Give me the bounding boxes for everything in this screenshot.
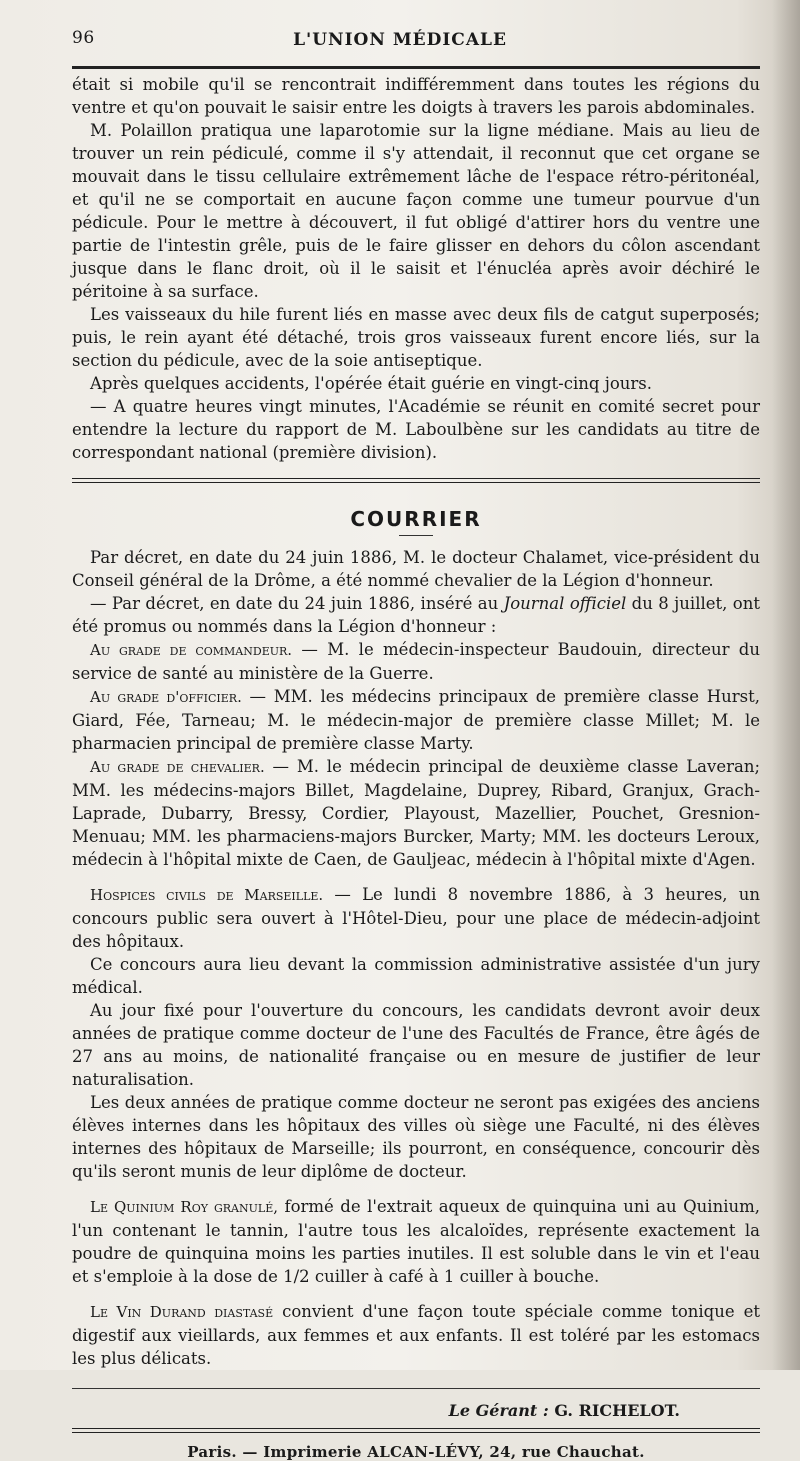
vin-paragraph: Le Vin Durand diastasé convient d'une façon toute spéciale comme tonique et digestif aux vieillards, aux femmes et aux enfants. Il est toléré par les estomacs les plus délicats. [72, 1302, 760, 1368]
quinium-label: Le Quinium Roy granulé, [90, 1198, 278, 1216]
intro-paragraph: Les vaisseaux du hile furent liés en masse avec deux fils de catgut superposés; puis, le rein ayant été détaché, trois gros vaisseaux furent encore liés, sur la section du pédicule, avec de la soie antiseptique. [72, 305, 760, 370]
officier-paragraph: Au grade d'officier. — MM. les médecins principaux de première classe Hurst, Giard, Fée, Tarneau; M. le médecin-major de première classe Millet; M. le pharmacien principal de première classe Marty. [72, 687, 760, 753]
intro-paragraph: Après quelques accidents, l'opérée était guérie en vingt-cinq jours. [90, 374, 652, 393]
officier-label: Au grade d'officier. [90, 688, 242, 706]
courrier-heading-wrap [72, 507, 760, 536]
chevalier-label: Au grade de chevalier. [90, 758, 265, 776]
hospices-paragraph: Hospices civils de Marseille. — Le lundi 8 novembre 1886, à 3 heures, un concours public sera ouvert à l'Hôtel-Dieu, pour une place de médecin-adjoint des hôpitaux. [72, 885, 760, 951]
page-edge-shadow [772, 0, 800, 1370]
hospices-label: Hospices civils de Marseille. [90, 886, 324, 904]
decree-list-intro: — Par décret, en date du 24 juin 1886, inséré au Journal officiel du 8 juillet, ont été promus ou nommés dans la Légion d'honneur : [72, 594, 760, 636]
intro-paragraph: était si mobile qu'il se rencontrait indifféremment dans toutes les régions du ventre et qu'on pouvait le saisir entre les doigts à travers les parois abdominales. [72, 75, 760, 117]
commandeur-paragraph: Au grade de commandeur. — M. le médecin-inspecteur Baudouin, directeur du service de santé au ministère de la Guerre. [72, 640, 760, 683]
quinium-paragraph: Le Quinium Roy granulé, formé de l'extrait aqueux de quinquina uni au Quinium, l'un contenant le tannin, l'autre tous les alcaloïdes, représente exactement la poudre de quinquina moins les parties inutiles. Il est soluble dans le vin et l'eau et s'emploie à la dose de 1/2 cuiller à café à 1 cuiller à bouche. [72, 1197, 761, 1286]
courrier-section [72, 546, 760, 1370]
decree-paragraph: Par décret, en date du 24 juin 1886, M. le docteur Chalamet, vice-président du Conseil général de la Drôme, a été nommé chevalier de la Légion d'honneur. [72, 548, 760, 590]
footer-rule-top [72, 1388, 760, 1389]
concours-paragraph: Ce concours aura lieu devant la commission administrative assistée d'un jury médical. [72, 955, 760, 997]
courrier-title: COURRIER [350, 507, 482, 531]
gerant-signature: Le Gérant : G. RICHELOT. [448, 1401, 680, 1420]
journal-officiel: Journal officiel [503, 594, 627, 613]
chevalier-paragraph: Au grade de chevalier. — M. le médecin principal de deuxième classe Laveran; MM. les médecins-majors Billet, Magdelaine, Duprey, Ribard, Granjux, Grach-Laprade, Dubarry, Bressy, Cordier, Playoust, Mazellier, Pouchet, Gresnion-Menuau; MM. les pharmaciens-majors Burcker, Marty; MM. les docteurs Leroux, médecin à l'hôpital mixte de Caen, de Gauljeac, médecin à l'hôpital mixte d'Agen. [72, 757, 761, 869]
vin-label: Le Vin Durand diastasé [90, 1303, 274, 1321]
commandeur-label: Au grade de commandeur. [90, 641, 293, 659]
intro-paragraph: — A quatre heures vingt minutes, l'Académie se réunit en comité secret pour entendre la lecture du rapport de M. Laboulbène sur les candidats au titre de correspondant national (première division). [72, 397, 760, 462]
courrier-underline [399, 535, 433, 536]
printer-imprint: Paris. — Imprimerie ALCAN-LÉVY, 24, rue Chauchat. [187, 1443, 645, 1461]
journal-title: L'UNION MÉDICALE [293, 30, 507, 50]
intro-section [72, 73, 760, 464]
jour-paragraph: Au jour fixé pour l'ouverture du concours, les candidats devront avoir deux années de pratique comme docteur de l'une des Facultés de France, être âgés de 27 ans au moins, de nationalité française ou en mesure de justifier de leur naturalisation. [72, 1001, 760, 1089]
header-rule [72, 66, 760, 69]
annees-paragraph: Les deux années de pratique comme docteur ne seront pas exigées des anciens élèves internes dans les hôpitaux des villes où siège une Faculté, ni des élèves internes des hôpitaux de Marseille; ils pourront, en conséquence, concourir dès qu'ils seront munis de leur diplôme de docteur. [72, 1093, 760, 1181]
footer-rule [72, 1428, 760, 1433]
page-number: 96 [72, 28, 95, 48]
section-divider [72, 478, 760, 483]
intro-paragraph: M. Polaillon pratiqua une laparotomie sur la ligne médiane. Mais au lieu de trouver un rein pédiculé, comme il s'y attendait, il reconnut que cet organe se mouvait dans le tissu cellulaire extrêmement lâche de l'espace rétro-péritonéal, et qu'il ne se comportait en aucune façon comme une tumeur pourvue d'un pédicule. Pour le mettre à découvert, il fut obligé d'attirer hors du ventre une partie de l'intestin grêle, puis de le faire glisser en dehors du côlon ascendant jusque dans le flanc droit, où il le saisit et l'énucléa après avoir déchiré le péritoine à sa surface. [72, 121, 760, 301]
